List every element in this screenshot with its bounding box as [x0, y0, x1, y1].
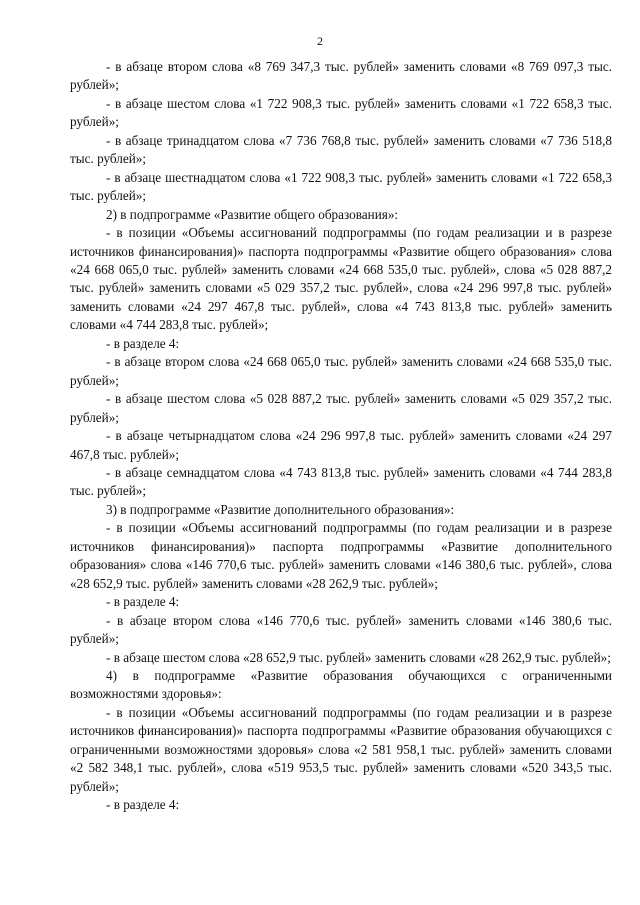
paragraph: - в позиции «Объемы ассигнований подпрограммы (по годам реализации и в разрезе источников финансирования)» паспорта подпрограммы «Развитие дополнительного образования» слова «146 770,6 тыс. рублей» заменить словами «146 380,6 тыс. рублей», слова «28 652,9 тыс. рублей» заменить словами «28 262,9 тыс. рублей»; [70, 520, 612, 591]
paragraph: - в абзаце шестом слова «5 028 887,2 тыс. рублей» заменить словами «5 029 357,2 тыс. рублей»; [70, 391, 612, 425]
paragraph: - в абзаце тринадцатом слова «7 736 768,8 тыс. рублей» заменить словами «7 736 518,8 тыс. рублей»; [70, 132, 612, 167]
section-heading: 2) в подпрограмме «Развитие общего образования»: [106, 206, 399, 222]
paragraph: - в позиции «Объемы ассигнований подпрограммы (по годам реализации и в разрезе источников финансирования)» паспорта подпрограммы «Развитие образования обучающихся с ограниченными возможностями здоровья» слова «2 581 958,1 тыс. рублей» заменить словами «2 582 348,1 тыс. рублей», слова «519 953,5 тыс. рублей» заменить словами «520 343,5 тыс. рублей»; [70, 704, 612, 794]
paragraph: - в абзаце шестнадцатом слова «1 722 908,3 тыс. рублей» заменить словами «1 722 658,3 тыс. рублей»; [70, 169, 612, 204]
paragraph: - в разделе 4: [106, 797, 180, 813]
page-number: 2 [317, 34, 323, 48]
paragraph: - в разделе 4: [106, 335, 180, 351]
paragraph: - в позиции «Объемы ассигнований подпрограммы (по годам реализации и в разрезе источников финансирования)» паспорта подпрограммы «Развитие общего образования» слова «24 668 065,0 тыс. рублей» заменить словами «24 668 535,0 тыс. рублей», слова «5 028 887,2 тыс. рублей» заменить словами «5 029 357,2 тыс. рублей», слова «24 296 997,8 тыс. рублей» заменить словами «24 297 467,8 тыс. рублей», слова «4 743 813,8 тыс. рублей» заменить словами «4 744 283,8 тыс. рублей»; [70, 225, 612, 333]
section-heading: 4) в подпрограмме «Развитие образования обучающихся с ограниченными возможностями здоровья»: [70, 667, 612, 702]
paragraph: - в абзаце втором слова «8 769 347,3 тыс. рублей» заменить словами «8 769 097,3 тыс. рублей»; [70, 59, 612, 93]
paragraph: - в абзаце семнадцатом слова «4 743 813,8 тыс. рублей» заменить словами «4 744 283,8 тыс. рублей»; [70, 464, 612, 499]
paragraph: - в абзаце шестом слова «1 722 908,3 тыс. рублей» заменить словами «1 722 658,3 тыс. рублей»; [70, 95, 612, 130]
paragraph: - в абзаце четырнадцатом слова «24 296 997,8 тыс. рублей» заменить словами «24 297 467,8 тыс. рублей»; [70, 428, 612, 462]
paragraph: - в абзаце втором слова «146 770,6 тыс. рублей» заменить словами «146 380,6 тыс. рублей»; [70, 612, 612, 647]
document-body [70, 58, 612, 815]
paragraph: - в абзаце шестом слова «28 652,9 тыс. рублей» заменить словами «28 262,9 тыс. рублей»; [106, 649, 611, 665]
section-heading: 3) в подпрограмме «Развитие дополнительного образования»: [106, 501, 455, 517]
paragraph: - в абзаце втором слова «24 668 065,0 тыс. рублей» заменить словами «24 668 535,0 тыс. рублей»; [70, 354, 612, 388]
paragraph: - в разделе 4: [106, 594, 180, 610]
